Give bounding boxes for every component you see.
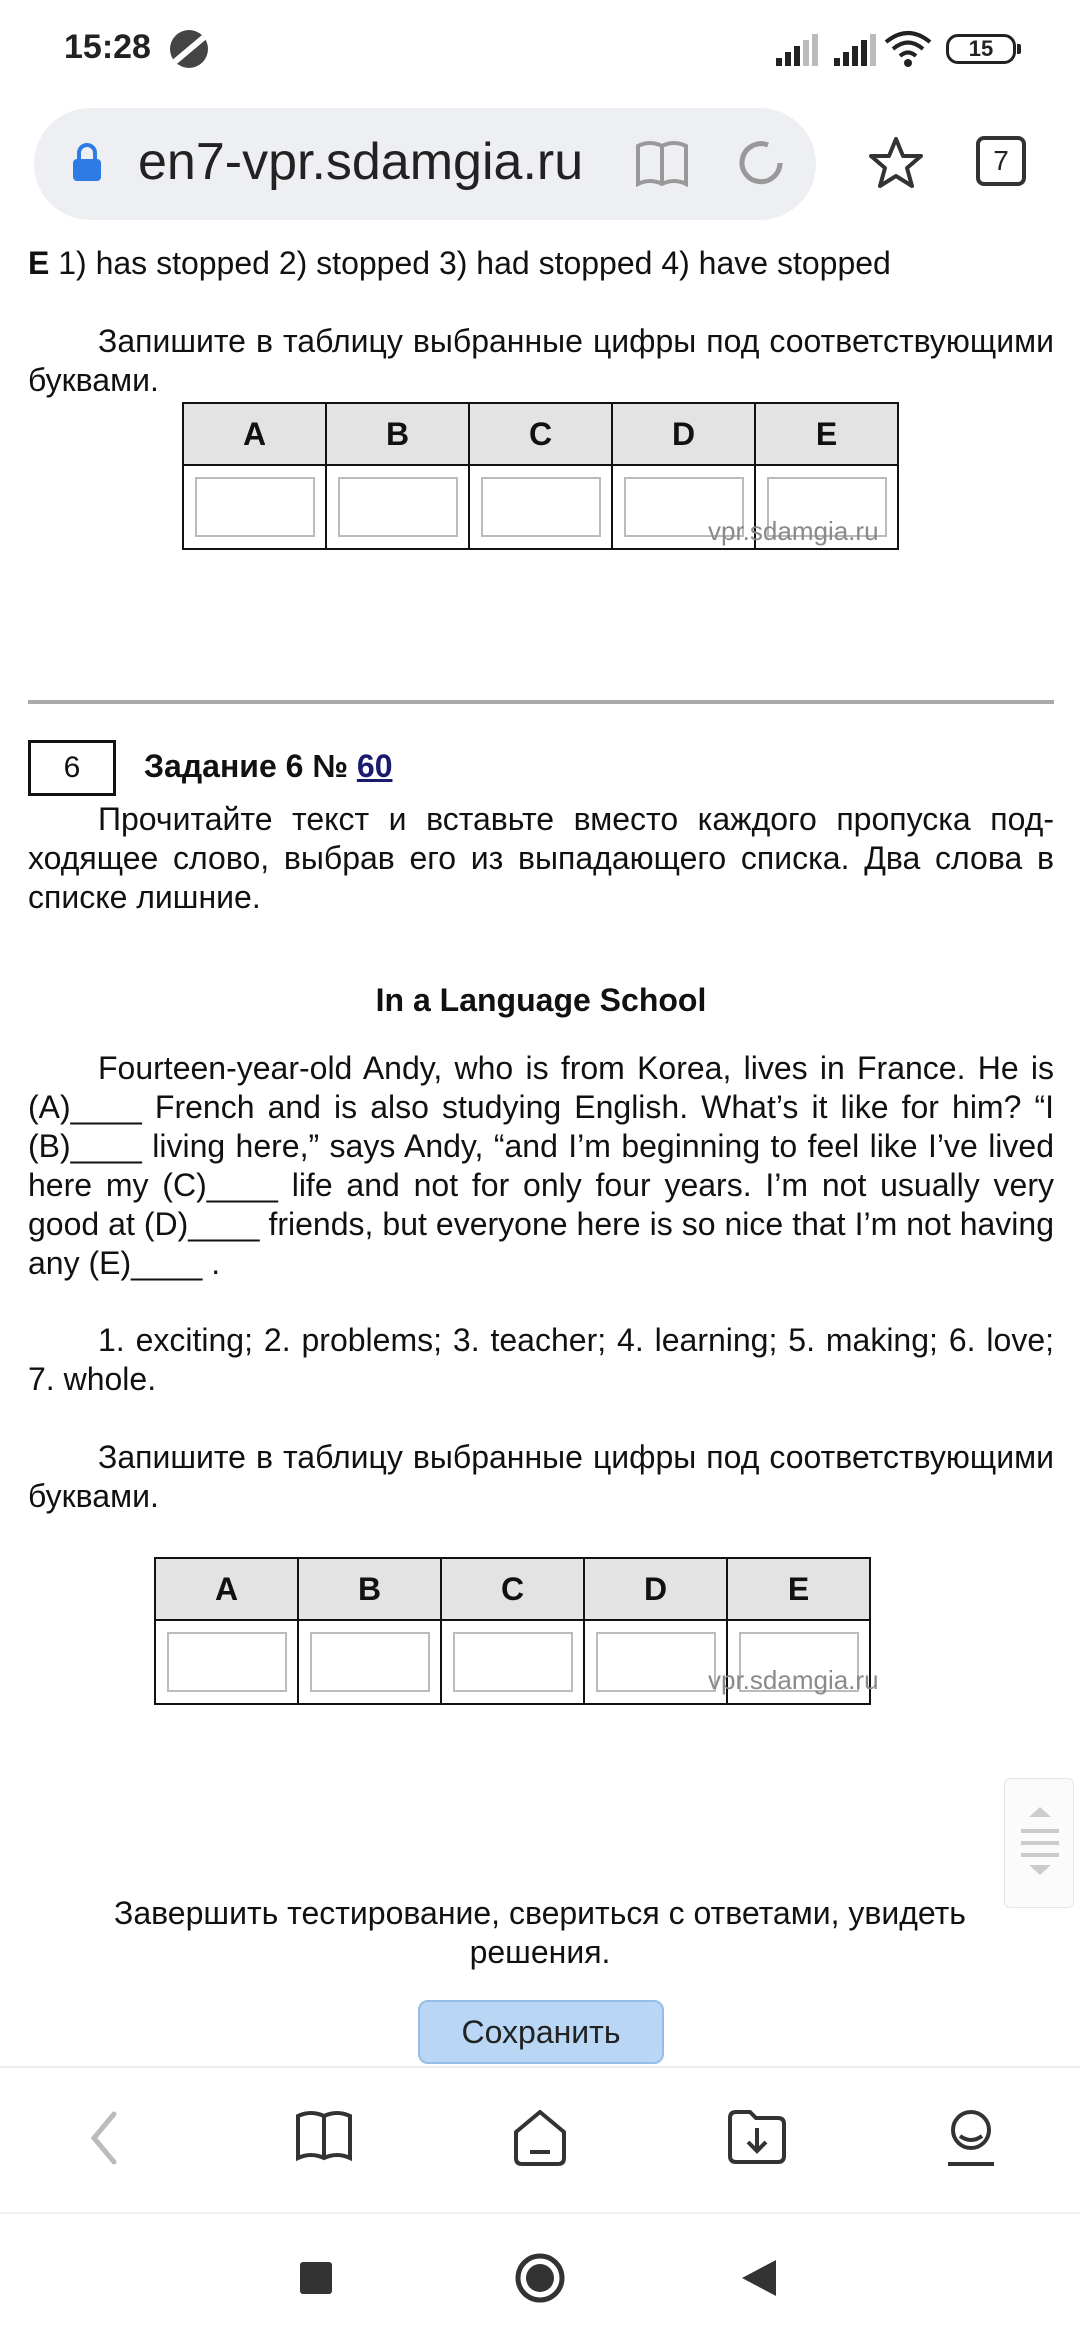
section-divider (28, 700, 1054, 704)
profile-icon[interactable] (942, 2108, 1000, 2168)
col-header-c: C (441, 1558, 584, 1620)
recents-icon[interactable] (298, 2260, 334, 2296)
task6-intro: Прочитайте текст и вставьте вместо каждого пропуска подходящее слово, выбрав его из выпадающего списка. Два слова в списке лишние. (28, 801, 1054, 915)
app-notification-icon (170, 30, 208, 68)
task-title (144, 748, 392, 785)
finish-test-text: Завершить тестирование, свериться с ответами, увидеть решения. (114, 1895, 966, 1970)
back-icon[interactable] (86, 2108, 122, 2168)
bookmark-star-icon[interactable] (868, 136, 924, 190)
home-icon[interactable] (510, 2108, 570, 2168)
col-header-b: B (326, 403, 469, 465)
option-e-text: 1) has stopped 2) stopped 3) had stopped 4) have stopped (49, 245, 891, 281)
signal-icon-2 (834, 34, 876, 66)
option-e-line (28, 244, 891, 283)
col-header-a: A (183, 403, 326, 465)
answer-input-c[interactable] (453, 1632, 573, 1692)
answer-input-d[interactable] (596, 1632, 716, 1692)
task-title-prefix: Задание 6 № (144, 748, 357, 784)
task5-section (28, 228, 1054, 668)
battery-level: 15 (968, 36, 994, 61)
lock-icon (70, 142, 104, 184)
task6-instruction: Запишите в таблицу выбранные цифры под соответствующими буквами. (28, 1439, 1054, 1514)
answer-input-c[interactable] (481, 477, 601, 537)
answer-cell (298, 1620, 441, 1704)
browser-bottom-nav (0, 2066, 1080, 2212)
battery-icon (946, 34, 1016, 64)
scroll-handle[interactable] (1004, 1778, 1074, 1908)
answer-cell (155, 1620, 298, 1704)
answer-cell (469, 465, 612, 549)
wifi-icon (884, 30, 932, 68)
system-nav-bar (0, 2212, 1080, 2340)
option-e-letter: E (28, 245, 50, 281)
home-button-icon[interactable] (514, 2252, 566, 2304)
answer-input-a[interactable] (195, 477, 315, 537)
watermark: vpr.sdamgia.ru (708, 516, 879, 546)
task-number-box: 6 (28, 740, 116, 796)
tabs-counter-button[interactable]: 7 (976, 136, 1026, 186)
answer-cell (441, 1620, 584, 1704)
col-header-b: B (298, 1558, 441, 1620)
book-icon[interactable] (294, 2108, 354, 2164)
status-bar (0, 0, 1080, 100)
signal-icon (776, 34, 818, 66)
text-body: Fourteen-year-old Andy, who is from Korea, lives in France. He is (A)____ French and is also studying English. What’s it like for him? “I (B)____ living here,” says Andy, “and I’m beginning to feel like I’ve lived here my (C)____ life and not for only four years. I’m not usually very good at (D)____ friends, but everyone here is so nice that I’m not having any (E)____ . (28, 1050, 1054, 1281)
url-text[interactable]: en7-vpr.sdamgia.ru (138, 133, 584, 191)
col-header-d: D (584, 1558, 727, 1620)
download-icon[interactable] (726, 2108, 788, 2164)
answer-cell (183, 465, 326, 549)
col-header-a: A (155, 1558, 298, 1620)
text-title: In a Language School (375, 982, 707, 1018)
answer-cell (326, 465, 469, 549)
col-header-e: E (727, 1558, 870, 1620)
save-button[interactable]: Сохранить (418, 2000, 664, 2064)
answer-input-a[interactable] (167, 1632, 287, 1692)
answer-cell (584, 1620, 727, 1704)
task5-instruction: Запишите в таблицу выбранные цифры под соответствующими буквами. (28, 323, 1054, 398)
watermark: vpr.sdamgia.ru (708, 1665, 879, 1695)
address-bar[interactable] (34, 108, 816, 220)
word-options: 1. exciting; 2. problems; 3. teacher; 4. learning; 5. making; 6. love; 7. whole. (28, 1322, 1054, 1397)
task-number-link[interactable]: 60 (356, 748, 393, 784)
col-header-c: C (469, 403, 612, 465)
answer-input-b[interactable] (338, 477, 458, 537)
col-header-e: E (755, 403, 898, 465)
scroll-handle-icon (1005, 1779, 1075, 1909)
reload-icon[interactable] (734, 136, 788, 190)
back-button-icon[interactable] (740, 2258, 778, 2298)
status-time: 15:28 (64, 28, 151, 66)
reader-mode-icon[interactable] (634, 138, 690, 190)
answer-input-b[interactable] (310, 1632, 430, 1692)
col-header-d: D (612, 403, 755, 465)
